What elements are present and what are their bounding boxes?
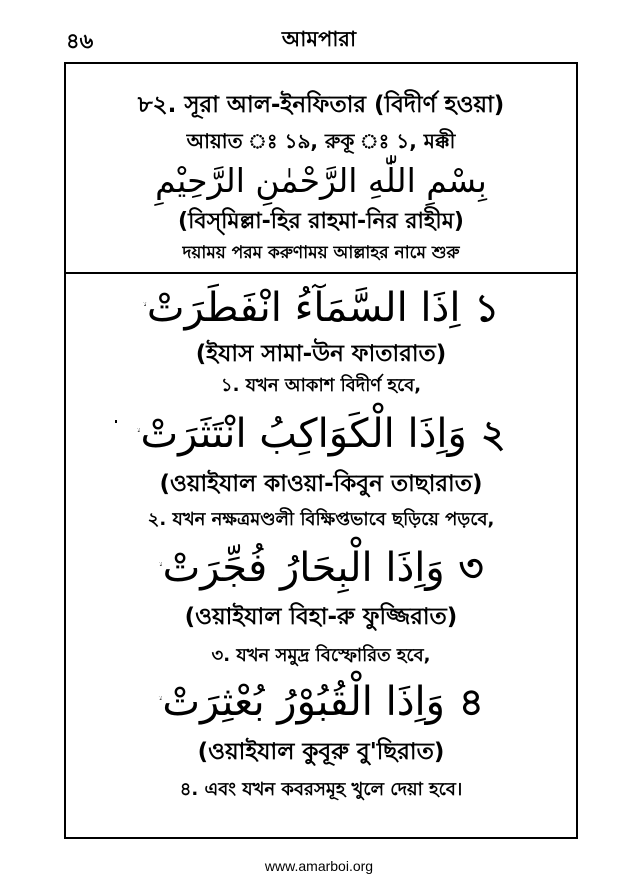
verse-3-arabic: وَاِذَا الْبِحَارُ فُجِّرَتْ [162,545,445,591]
verse-2-number: ২ [480,412,506,456]
verse-1-transliteration: (ইযাস সামা-উন ফাতারা‌ত) [195,341,447,367]
surah-header [66,64,576,272]
verse-1-meaning: ১. যখন আকাশ বিদীর্ণ হবে, [220,375,422,396]
verse-1-arabic: اِذَا السَّمَآءُ انْفَطَرَتْ [146,285,461,331]
header-divider [66,272,576,274]
verse-2-meaning: ২. যখন নক্ষত্রমণ্ডলী বিক্ষিপ্তভাবে ছড়িয়ে পড়বে, [147,509,495,530]
content-frame [64,62,578,839]
verse-4-meaning: ৪. এবং যখন কবরসমূহ খুলে দেয়া হবে। [179,779,463,800]
verse-2-arabic: وَاِذَا الْكَوَاكِبُ انْتَثَرَتْ [140,411,467,457]
footer-url: www.amarboi.org [264,858,374,874]
bismillah-transliteration: (বিস্‌মিল্লা-হির রাহমা-নির রাহীম) [178,209,464,234]
verse-4-transliteration: (ওয়াইযাল কুবূরু বু'ছিরাত) [197,739,445,765]
verse-1-number: ১ [474,286,500,330]
page-number: ৪৬ [66,29,94,53]
bismillah-meaning: দয়াময় পরম করুণাময় আল্লাহর নামে শুরু [182,243,460,263]
verse-2-arabic-line [66,412,576,456]
verse-3-transliteration: (ওয়াইযাল বিহা-রু ফুজ্জিরাত) [184,604,458,630]
verse-3-meaning: ৩. যখন সমুদ্র বিস্ফোরিত হবে, [211,645,431,666]
verse-3-arabic-line [66,546,576,590]
verse-4-arabic: وَاِذَا الْقُبُوْرُ بُعْثِرَتْ [162,679,445,725]
verse-4-number: ৪ [458,680,484,724]
surah-title: ৮২. সূরা আল-ইনফিতার (বিদীর্ণ হওয়া) [137,92,505,118]
bismillah-arabic: بِسْمِ اللّٰهِ الرَّحْمٰنِ الرَّحِيْمِ [155,161,487,200]
verse-1-arabic-line [66,286,576,330]
running-title: আমপারা [281,27,357,51]
verse-2-transliteration: (ওয়াইযাল কাওয়া-কিবুন তাছারাত) [159,471,483,497]
ink-speck [115,420,117,423]
verse-4-arabic-line [66,680,576,724]
surah-meta: আয়াত ঃ ১৯, রুকূ ঃ ১, মক্কী [186,129,456,153]
verse-3-number: ৩ [458,546,484,590]
